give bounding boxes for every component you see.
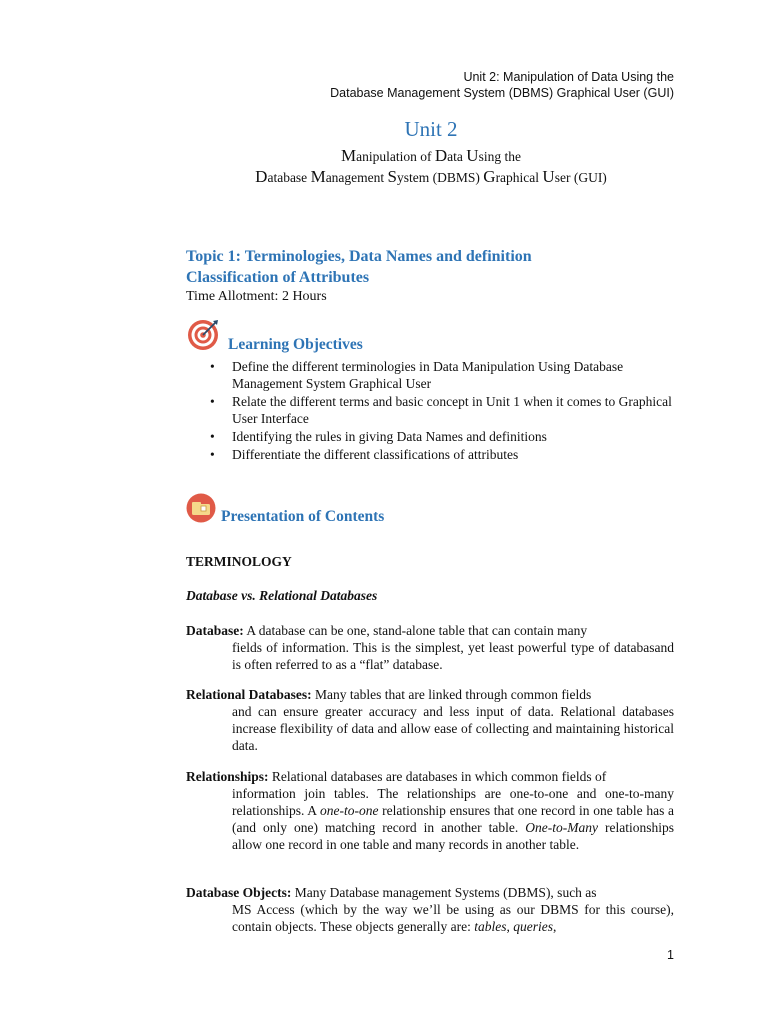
list-item: • Identifying the rules in giving Data Names and definitions [210, 428, 680, 445]
unit-subtitle-line-1: Manipulation of Data Using the [341, 146, 521, 165]
paragraph-relationships: Relationships: Relational databases are databases in which common fields of information join tables. The relationships are one-to-one and one-to-many relationships. A one-to-one relationship ensures that one record in one table has a (and only one) matching record in another table. One-to-Many relationships allow one record in one table and many records in another table. [186, 769, 674, 852]
term-label: Relationships: [186, 769, 269, 784]
unit-subtitle-line-2: Database Management System (DBMS) Graphical User (GUI) [255, 167, 607, 186]
list-item: • Differentiate the different classifications of attributes [210, 446, 680, 463]
objectives-list [210, 358, 680, 464]
folder-icon [186, 493, 216, 528]
presentation-heading: Presentation of Contents [221, 508, 385, 525]
term-label: Relational Databases: [186, 687, 312, 702]
learning-objectives-heading: Learning Objectives [228, 336, 363, 353]
page-number: 1 [667, 948, 674, 962]
paragraph-database-objects: Database Objects: Many Database management Systems (DBMS), such as MS Access (which by the way we’ll be using as our DBMS for this course), contain objects. These objects generally are: tables, queries, [186, 885, 674, 934]
topic-title-line-2: Classification of Attributes [186, 269, 370, 286]
term-label: Database: [186, 623, 244, 638]
terminology-heading: TERMINOLOGY [186, 554, 292, 569]
paragraph-database: Database: A database can be one, stand-alone table that can contain many fields of information. This is the simplest, yet least powerful type of databasand is often referred to as a “flat” database. [186, 623, 674, 672]
paragraph-relational-databases: Relational Databases: Many tables that are linked through common fields and can ensure greater accuracy and less input of data. Relational databases increase flexibility of data and allow ease of collecting and maintaining historical data. [186, 687, 674, 753]
target-icon [187, 318, 221, 357]
list-item: • Define the different terminologies in Data Manipulation Using Database Management System Graphical User [210, 358, 680, 392]
time-allotment: Time Allotment: 2 Hours [186, 289, 327, 304]
topic-title-line-1: Topic 1: Terminologies, Data Names and definition [186, 248, 532, 265]
running-header-line-1: Unit 2: Manipulation of Data Using the [463, 70, 674, 84]
terminology-subheading: Database vs. Relational Databases [186, 588, 378, 603]
running-header-line-2: Database Management System (DBMS) Graphical User (GUI) [330, 86, 674, 100]
term-label: Database Objects: [186, 885, 292, 900]
list-item: • Relate the different terms and basic concept in Unit 1 when it comes to Graphical User Interface [210, 393, 680, 427]
unit-title: Unit 2 [404, 117, 458, 141]
